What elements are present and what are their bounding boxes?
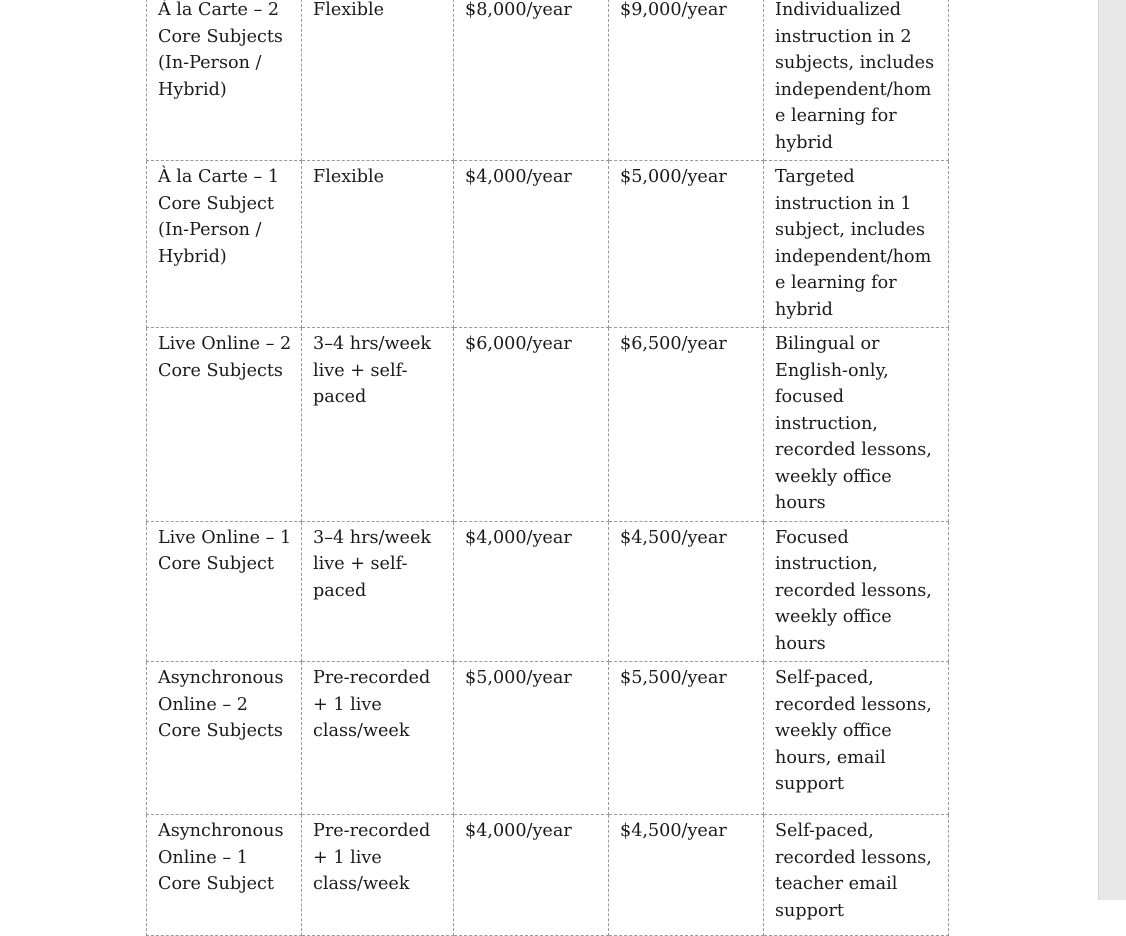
schedule-cell: Flexible (302, 161, 454, 328)
price-cell: $4,500/year (609, 815, 764, 936)
schedule-cell: Pre-recorded + 1 live class/week (302, 815, 454, 936)
price-cell: $8,000/year (454, 0, 609, 161)
table-row (147, 521, 949, 662)
plan-cell: À la Carte – 2 Core Subjects (In-Person / Hybrid) (147, 0, 302, 161)
details-cell: Self-paced, recorded lessons, teacher email support (764, 815, 949, 936)
price-cell: $4,000/year (454, 161, 609, 328)
price-cell: $5,000/year (454, 662, 609, 815)
schedule-cell: Pre-recorded + 1 live class/week (302, 662, 454, 815)
price-cell: $9,000/year (609, 0, 764, 161)
plan-cell: À la Carte – 1 Core Subject (In-Person / Hybrid) (147, 161, 302, 328)
window-gutter (1098, 0, 1126, 900)
details-cell: Individualized instruction in 2 subjects, includes independent/home learning for hybrid (764, 0, 949, 161)
details-cell: Focused instruction, recorded lessons, weekly office hours (764, 521, 949, 662)
price-cell: $5,500/year (609, 662, 764, 815)
price-cell: $4,500/year (609, 521, 764, 662)
price-cell: $6,500/year (609, 328, 764, 522)
price-cell: $4,000/year (454, 815, 609, 936)
plan-cell: Asynchronous Online – 2 Core Subjects (147, 662, 302, 815)
price-cell: $5,000/year (609, 161, 764, 328)
table-row (147, 161, 949, 328)
details-cell: Self-paced, recorded lessons, weekly office hours, email support (764, 662, 949, 815)
schedule-cell: Flexible (302, 0, 454, 161)
pricing-table (146, 0, 949, 936)
schedule-cell: 3–4 hrs/week live + self-paced (302, 521, 454, 662)
plan-cell: Live Online – 1 Core Subject (147, 521, 302, 662)
table-row (147, 328, 949, 522)
price-cell: $4,000/year (454, 521, 609, 662)
details-cell: Bilingual or English-only, focused instruction, recorded lessons, weekly office hours (764, 328, 949, 522)
table-row (147, 662, 949, 815)
plan-cell: Live Online – 2 Core Subjects (147, 328, 302, 522)
schedule-cell: 3–4 hrs/week live + self-paced (302, 328, 454, 522)
plan-cell: Asynchronous Online – 1 Core Subject (147, 815, 302, 936)
table-row (147, 815, 949, 936)
table-row (147, 0, 949, 161)
price-cell: $6,000/year (454, 328, 609, 522)
details-cell: Targeted instruction in 1 subject, includes independent/home learning for hybrid (764, 161, 949, 328)
